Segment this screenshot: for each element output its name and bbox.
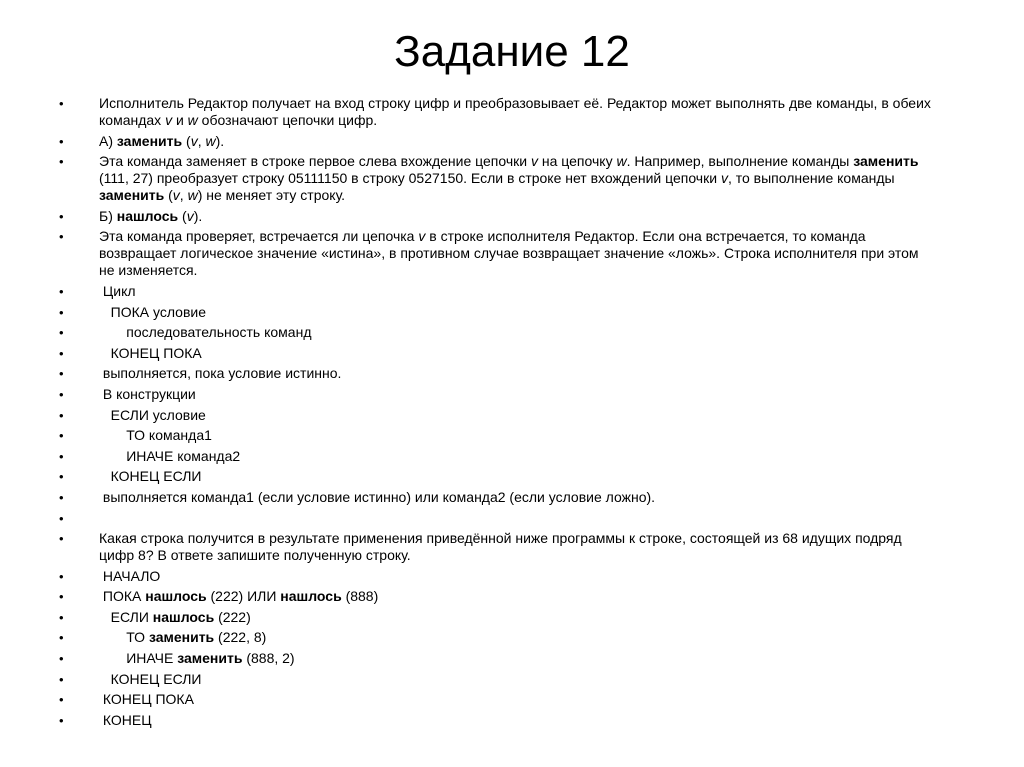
bullet-icon: • [59,712,64,728]
text-segment: ТО команда1 [99,427,212,444]
text-segment: ПОКА [99,588,146,605]
command-name: нашлось [145,588,207,605]
bullet-icon: • [59,692,64,708]
text-segment: ПОКА условие [99,303,207,320]
bullet-icon: • [59,630,64,646]
text-segment: ИНАЧЕ [99,650,178,667]
list-item [56,468,936,485]
bullet-icon: • [59,229,64,245]
text-segment: Цикл [99,282,136,299]
bullet-list [56,95,936,732]
list-item [56,228,936,279]
text-segment: ( [178,207,187,224]
list-item [56,568,936,585]
list-item [56,208,936,225]
text-segment: А) [99,132,117,149]
list-item [56,345,936,362]
list-item [56,324,936,341]
list-item [56,671,936,688]
variable-name: v [165,112,173,128]
text-segment: Эта команда проверяет, встречается ли цепочка [99,228,419,245]
bullet-icon: • [59,304,64,320]
bullet-icon: • [59,345,64,361]
bullet-icon: • [59,489,64,505]
text-segment: КОНЕЦ ПОКА [99,691,194,708]
text-segment: , [179,187,188,204]
bullet-icon: • [59,469,64,485]
list-item [56,489,936,506]
command-name: заменить [116,132,183,149]
text-segment: Исполнитель Редактор получает на вход строку цифр и преобразовывает её. Редактор может выполнять две команды, в обеих командах [99,95,935,128]
list-item [56,95,936,129]
list-item [56,609,936,626]
text-segment: последовательность команд [99,324,312,341]
variable-name: w [616,153,627,170]
bullet-icon: • [59,366,64,382]
bullet-icon: • [59,671,64,687]
command-name: нашлось [280,588,342,605]
list-item [56,304,936,321]
text-segment: ) не меняет эту строку. [197,187,346,204]
bullet-icon: • [59,510,64,526]
text-segment: (222) ИЛИ [206,588,281,605]
text-segment: ). [193,207,203,224]
list-item [56,629,936,646]
command-name: заменить [177,650,243,667]
bullet-icon: • [59,568,64,584]
text-segment: . Например, выполнение команды [626,153,854,170]
bullet-icon: • [59,428,64,444]
list-item [56,407,936,424]
text-segment: (888, 2) [242,650,295,667]
list-item [56,650,936,667]
text-segment: (222) [214,608,251,625]
slide-title: Задание 12 [394,27,630,76]
text-segment: ). [215,132,225,149]
list-item [56,448,936,465]
text-segment: ( [164,187,173,204]
list-item [56,691,936,708]
text-segment: ЕСЛИ [99,608,153,625]
list-item [56,386,936,403]
variable-name: v [530,153,538,170]
text-segment: КОНЕЦ ЕСЛИ [99,670,202,687]
list-item [56,712,936,729]
variable-name: v [190,132,198,149]
text-segment: , то выполнение команды [727,170,899,187]
variable-name: w [205,132,216,149]
text-segment: ( [182,132,191,149]
text-segment: ИНАЧЕ команда2 [99,447,241,464]
text-segment: выполняется, пока условие истинно. [99,365,342,382]
bullet-icon: • [59,208,64,224]
text-segment: (888) [341,588,379,605]
list-item [56,133,936,150]
text-segment: Какая строка получится в результате применения приведённой ниже программы к строке, состоящей из 68 идущих подряд цифр 8? В ответе запишите полученную строку. [99,530,906,564]
bullet-icon: • [59,609,64,625]
command-name: заменить [148,629,215,646]
text-segment: КОНЕЦ ЕСЛИ [99,468,202,485]
command-name: нашлось [152,608,215,625]
variable-name: w [187,112,198,128]
variable-name: w [187,187,198,204]
variable-name: v [186,207,194,224]
list-item [56,153,936,204]
text-segment: КОНЕЦ ПОКА [99,344,202,361]
bullet-icon: • [59,448,64,464]
text-segment: НАЧАЛО [99,567,161,584]
text-segment: ЕСЛИ условие [99,406,206,423]
command-name: нашлось [116,207,179,224]
text-segment: Эта команда заменяет в строке первое слева вхождение цепочки [99,153,531,170]
bullet-icon: • [59,651,64,667]
list-item [56,365,936,382]
text-segment: КОНЕЦ [99,711,152,728]
text-segment: В конструкции [99,385,196,402]
text-segment: и [172,112,188,128]
text-segment: обозначают цепочки цифр. [197,112,378,128]
text-segment: , [197,132,206,149]
text-segment: Б) [99,207,117,224]
command-name: заменить [853,153,919,170]
command-name: заменить [99,187,165,204]
text-segment: выполняется команда1 (если условие истинно) или команда2 (если условие ложно). [99,488,656,505]
text-segment: ТО [99,629,149,646]
bullet-icon: • [59,407,64,423]
bullet-icon: • [59,283,64,299]
list-item [56,588,936,605]
list-item [56,427,936,444]
list-item [56,510,936,527]
list-item [56,530,936,564]
variable-name: v [172,187,180,204]
variable-name: v [418,228,426,245]
bullet-icon: • [59,386,64,402]
text-segment: (111, 27) преобразует строку 05111150 в строку 0527150. Если в строке нет вхождений цепочки [99,153,923,187]
text-segment: на цепочку [537,153,617,170]
text-segment: (222, 8) [214,629,267,646]
bullet-icon: • [59,325,64,341]
bullet-icon: • [59,96,64,111]
list-item [56,283,936,300]
bullet-icon: • [59,154,64,170]
variable-name: v [720,170,728,187]
bullet-icon: • [59,133,64,149]
bullet-icon: • [59,589,64,605]
text-segment: в строке исполнителя Редактор. Если она встречается, то команда возвращает логическое значение «истина», в противном случае возвращает значение «ложь». Строка исполнителя при этом не изменяется. [99,228,923,279]
bullet-icon: • [59,531,64,547]
